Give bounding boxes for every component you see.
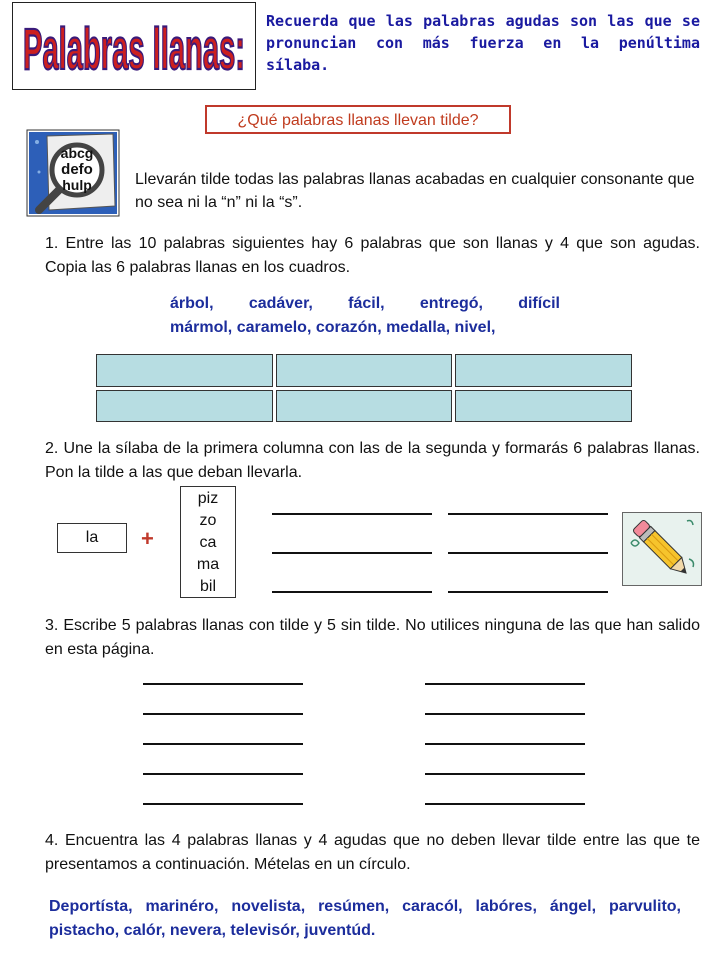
answer-box[interactable] [96,354,273,387]
answer-box[interactable] [455,390,632,423]
answer-grid [96,354,632,422]
magnifier-letters-1: abcg [60,145,94,161]
answer-box[interactable] [455,354,632,387]
answer-box[interactable] [276,354,453,387]
magnifier-icon [25,128,121,218]
syllable-item: bil [199,578,216,595]
magnifier-letters-3: hulp [62,177,92,193]
exercise-2-instructions: 2. Une la sílaba de la primera columna con las de la segunda y formarás 6 palabras llanas. Pon la tilde a las que deban llevarla. [45,440,700,481]
word-list-line-1: árbol, cadáver, fácil, entregó, difícil [170,295,560,312]
rule-text: Llevarán tilde todas las palabras llanas acabadas en cualquier consonante que no sea ni la “n” ni la “s”. [135,171,695,211]
answer-line[interactable] [425,683,585,685]
answer-line[interactable] [272,513,432,515]
answer-line[interactable] [272,591,432,593]
answer-line[interactable] [425,743,585,745]
answer-line[interactable] [448,591,608,593]
syllable-item: ca [199,534,217,551]
syllable-item: piz [197,490,219,507]
answer-line[interactable] [143,713,303,715]
answer-line[interactable] [143,743,303,745]
answer-line[interactable] [448,513,608,515]
syllable-column [180,486,236,598]
syllable-item: zo [199,512,217,529]
answer-line[interactable] [272,552,432,554]
magnifier-letters-2: defo [61,161,93,178]
answer-line[interactable] [143,803,303,805]
answer-box[interactable] [276,390,453,423]
answer-line[interactable] [448,552,608,554]
exercise-4-word-list: Deportísta, marinéro, novelista, resúmen, caracól, labóres, ángel, parvulito, pistacho, calór, nevera, televisór, juventúd. [49,898,681,939]
answer-line[interactable] [425,773,585,775]
answer-line[interactable] [143,683,303,685]
pencil-icon [622,512,702,586]
first-syllable-box: la [57,523,127,553]
answer-line[interactable] [425,803,585,805]
answer-line[interactable] [425,713,585,715]
page-title: Palabras llanas: [23,17,245,82]
title-box [12,2,256,90]
question-box: ¿Qué palabras llanas llevan tilde? [205,105,511,134]
reminder-text: Recuerda que las palabras agudas son las que se pronuncian con más fuerza en la penúltima sílaba. [266,12,700,74]
exercise-1-instructions: 1. Entre las 10 palabras siguientes hay 6 palabras que son llanas y 4 que son agudas. Copia las 6 palabras llanas en los cuadros. [45,235,700,276]
plus-sign: + [141,526,154,551]
word-list-line-2: mármol, caramelo, corazón, medalla, nivel, [170,319,496,336]
syllable-item: ma [196,556,220,573]
exercise-1-word-list [170,292,560,340]
answer-box[interactable] [96,390,273,423]
exercise-4-instructions: 4. Encuentra las 4 palabras llanas y 4 agudas que no deben llevar tilde entre las que te presentamos a continuación. Mételas en un círculo. [45,832,700,873]
answer-line[interactable] [143,773,303,775]
exercise-3-instructions: 3. Escribe 5 palabras llanas con tilde y 5 sin tilde. No utilices ninguna de las que han salido en esta página. [45,617,700,658]
